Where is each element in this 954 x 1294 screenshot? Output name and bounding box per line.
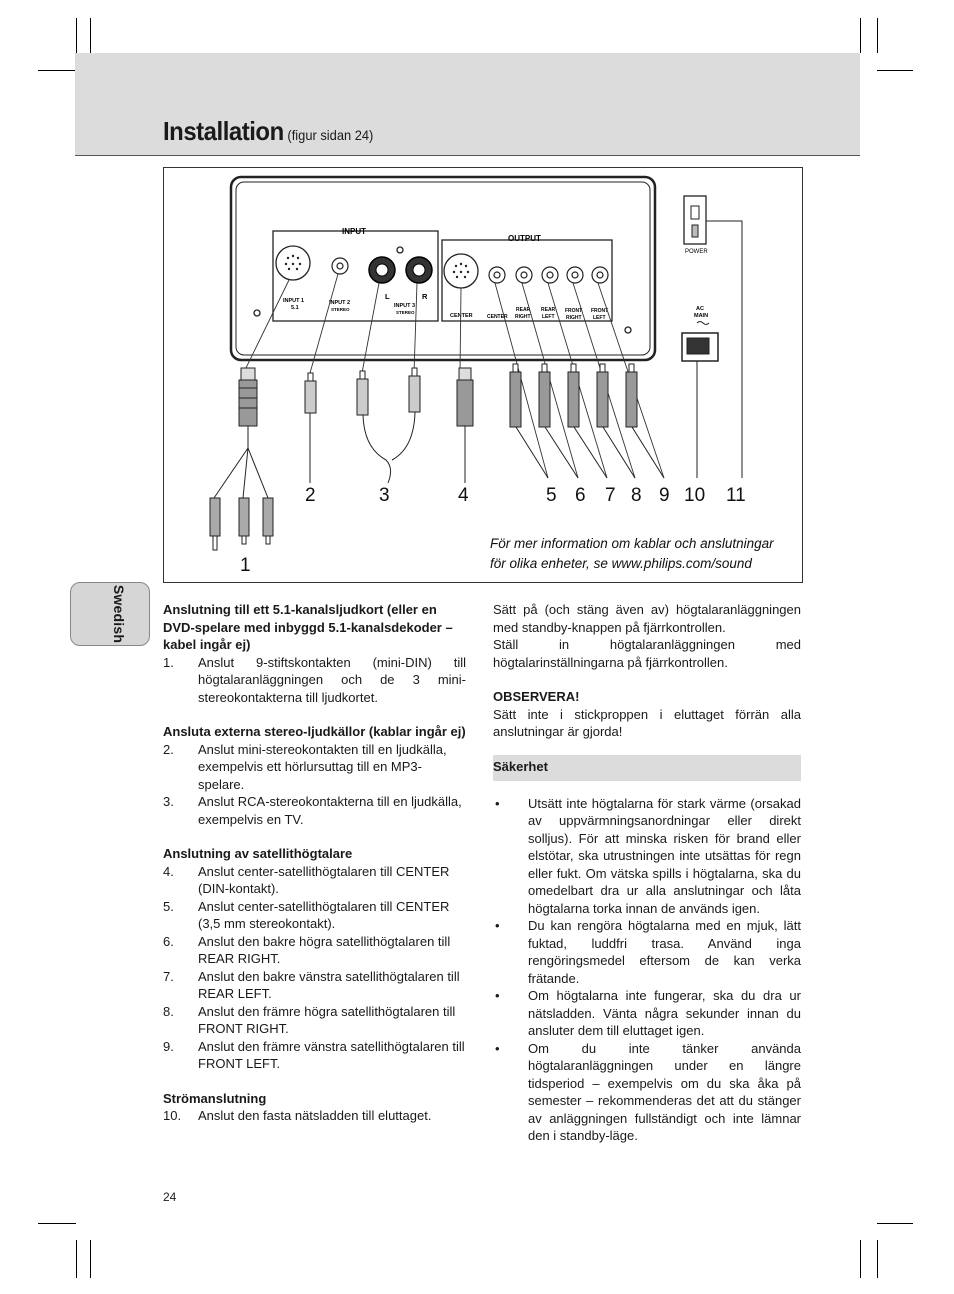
list-number: 3.: [163, 794, 174, 809]
din-cable-1: [210, 368, 273, 550]
list-number: 5.: [163, 898, 174, 914]
input-label: INPUT: [342, 227, 366, 236]
crop-mark: [90, 18, 91, 53]
crop-mark: [76, 18, 77, 53]
jack-icon: [489, 267, 505, 283]
bullet-text: Om högtalarna inte fungerar, ska du dra ur nätsladden. Vänta några sekunder innan du ansluter dem till eluttaget igen.: [528, 988, 801, 1038]
language-tab-label: Swedish: [111, 584, 127, 644]
list-text: Anslut center-satellithögtalaren till CENTER (3,5 mm stereokontakt).: [198, 898, 450, 931]
screw-icon: [254, 310, 260, 316]
note-heading: OBSERVERA!: [493, 689, 580, 704]
jack-icon: [542, 267, 558, 283]
callout-11: 11: [726, 485, 746, 506]
callout-6: 6: [575, 485, 586, 506]
caption-line-2: för olika enheter, se www.philips.com/sound: [490, 556, 752, 571]
speaker-cables: [510, 364, 664, 478]
callout-1: 1: [240, 555, 251, 576]
list-text: Anslut RCA-stereokontakterna till en ljudkälla, exempelvis en TV.: [198, 794, 462, 827]
list-number: 10.: [163, 1108, 182, 1123]
language-tab: [70, 582, 150, 646]
callout-8: 8: [631, 485, 642, 506]
right-column: [493, 601, 801, 1145]
jack-icon: [592, 267, 608, 283]
r-label: R: [422, 292, 428, 301]
connection-figure: [163, 167, 803, 583]
section-heading: Anslutning av satellithögtalare: [163, 846, 353, 861]
list-number: 1.: [163, 654, 174, 670]
left-column: [163, 601, 466, 1125]
mini-jack-cable-2: [305, 373, 316, 483]
ac-label: AC: [696, 306, 704, 312]
bullet-item: • Om du inte tänker använda högtalaranläggningen under en längre tidsperiod – exempelvis om du ska åka på semester – rekommenderas det att du stänger av anläggningen fullständigt och inte lämnar den i standby-läge.: [495, 1040, 801, 1143]
figure-caption: [490, 534, 800, 574]
input1-label: INPUT 1: [283, 298, 305, 304]
section-heading: Ansluta externa stereo-ljudkällor (kablar ingår ej): [163, 724, 466, 739]
power-leader-line: [706, 221, 742, 478]
list-item: [163, 741, 466, 794]
connection-diagram: [164, 168, 802, 582]
rear-right-sublabel: RIGHT: [515, 314, 531, 320]
crop-mark: [38, 70, 76, 71]
page-number: 24: [163, 1190, 177, 1204]
list-item: [163, 968, 466, 1003]
safety-heading: Säkerhet: [493, 755, 801, 781]
main-label: MAIN: [694, 313, 709, 319]
note-text: Sätt inte i stickproppen i eluttaget förrän alla anslutningar är gjorda!: [493, 706, 801, 739]
list-item: [163, 933, 466, 968]
bullet-text: Om du inte tänker använda högtalaranläggningen under en längre tidsperiod – exempelvis om du ska åka på semester – rekommenderas det att du stänger av anläggningen fullständigt och inte lämnar den i standby-läge.: [528, 1040, 801, 1143]
center-jack-label: CENTER: [487, 314, 508, 320]
list-number: 2.: [163, 741, 174, 757]
caption-line-1: För mer information om kablar och anslutningar: [490, 536, 774, 551]
crop-mark: [877, 1223, 913, 1224]
l-label: L: [385, 292, 390, 301]
list-number: 6.: [163, 933, 174, 949]
jack-icon: [567, 267, 583, 283]
input1-sublabel: 5.1: [291, 305, 299, 311]
power-label: POWER: [685, 249, 708, 255]
list-text: Anslut den bakre högra satellithögtalaren till REAR RIGHT.: [198, 933, 451, 966]
bullet-item: • Om högtalarna inte fungerar, ska du dra ur nätsladden. Vänta några sekunder innan du ansluter dem till eluttaget igen.: [495, 988, 801, 1038]
callout-10: 10: [684, 485, 706, 506]
callout-2: 2: [305, 485, 316, 506]
list-text: Anslut 9-stiftskontakten (mini-DIN) till högtalaranläggningen och de 3 mini-stereokontakterna till ljudkortet.: [198, 654, 466, 705]
crop-mark: [38, 1223, 76, 1224]
callout-7: 7: [605, 485, 616, 506]
rear-left-sublabel: LEFT: [542, 314, 555, 320]
center-din-label: CENTER: [450, 313, 473, 319]
callout-3: 3: [379, 485, 390, 506]
crop-mark: [860, 1240, 861, 1278]
list-text: Anslut den bakre vänstra satellithögtalaren till REAR LEFT.: [198, 968, 460, 1001]
list-item: [163, 898, 466, 933]
list-number: 9.: [163, 1038, 174, 1054]
page-title: [163, 116, 373, 147]
crop-mark: [860, 18, 861, 53]
back-panel: [231, 177, 655, 360]
page-title-text: Installation: [163, 116, 284, 146]
list-text: Anslut den främre vänstra satellithögtalaren till FRONT LEFT.: [198, 1038, 465, 1071]
list-text: Anslut center-satellithögtalaren till CENTER (DIN-kontakt).: [198, 863, 450, 896]
list-item: [163, 793, 466, 828]
crop-mark: [877, 18, 878, 53]
input2-sublabel: STEREO: [331, 307, 350, 312]
screw-icon: [397, 247, 403, 253]
list-item: [163, 1003, 466, 1038]
front-right-sublabel: RIGHT: [566, 315, 582, 321]
ac-icon: [697, 322, 709, 325]
crop-mark: [90, 1240, 91, 1278]
list-item: [163, 863, 466, 898]
list-text: Anslut mini-stereokontakten till en ljudkälla, exempelvis ett hörlursuttag till en MP3-spelare.: [198, 741, 447, 792]
din-cable-4: [457, 368, 473, 483]
output-label: OUTPUT: [508, 234, 541, 243]
list-text: Anslut den fasta nätsladden till eluttaget.: [198, 1108, 432, 1123]
callout-9: 9: [659, 485, 670, 506]
list-item: [163, 1038, 466, 1073]
section-heading: Strömanslutning: [163, 1090, 267, 1106]
front-left-label: FRONT: [591, 308, 609, 314]
jack-icon: [516, 267, 532, 283]
bullet-item: • Utsätt inte högtalarna för stark värme (orsakad av uppvärmningsanordningar eller direkt solljus). För att minska risken för brand eller elstötar, ska utrustningen inte utsättas för regn eller fukt. Om vätska spills i högtalarna, ska du omedelbart dra ur alla anslutningar och låta högtalarna torka innan de används igen.: [495, 795, 801, 916]
list-number: 4.: [163, 863, 174, 879]
list-item: [163, 1107, 466, 1125]
jack-icon: [332, 258, 348, 274]
section-heading: Anslutning till ett 5.1-kanalsljudkort (eller en DVD-spelare med inbyggd 5.1-kanalsdekoder – kabel ingår ej): [163, 602, 453, 652]
input2-label: INPUT 2: [329, 300, 351, 306]
crop-mark: [877, 1240, 878, 1278]
callout-5: 5: [546, 485, 557, 506]
input3-label: INPUT 3: [394, 303, 416, 309]
bullet-text: Du kan rengöra högtalarna med en mjuk, lätt fuktad, luddfri trasa. Använd inga rengöringsmedel eftersom de kan verka frätande.: [528, 918, 801, 986]
rear-right-label: REAR: [516, 307, 531, 313]
bullet-item: • Du kan rengöra högtalarna med en mjuk, lätt fuktad, luddfri trasa. Använd inga rengöringsmedel eftersom de kan verka frätande.: [495, 918, 801, 986]
screw-icon: [625, 327, 631, 333]
bullet-text: Utsätt inte högtalarna för stark värme (orsakad av uppvärmningsanordningar eller direkt solljus). För att minska risken för brand eller elstötar, ska utrustningen inte utsättas för regn eller fukt. Om vätska spills i högtalarna, ska du omedelbart dra ur alla anslutningar och låta högtalarna torka innan de används igen.: [528, 795, 801, 916]
list-number: 8.: [163, 1003, 174, 1019]
rca-cable-3: [357, 368, 420, 483]
rear-left-label: REAR: [541, 307, 556, 313]
paragraph: Sätt på (och stäng även av) högtalaranläggningen med standby-knappen på fjärrkontrollen.: [493, 602, 801, 635]
list-number: 7.: [163, 968, 174, 984]
page-subtitle: (figur sidan 24): [287, 127, 374, 143]
list-text: Anslut den främre högra satellithögtalaren till FRONT RIGHT.: [198, 1003, 456, 1036]
input3-sublabel: STEREO: [396, 310, 415, 315]
front-right-label: FRONT: [565, 308, 583, 314]
list-item: [163, 654, 466, 707]
paragraph: Ställ in högtalaranläggningen med högtalarinställningarna på fjärrkontrollen.: [493, 637, 801, 670]
crop-mark: [877, 70, 913, 71]
crop-mark: [76, 1240, 77, 1278]
callout-4: 4: [458, 485, 469, 506]
front-left-sublabel: LEFT: [593, 315, 606, 321]
